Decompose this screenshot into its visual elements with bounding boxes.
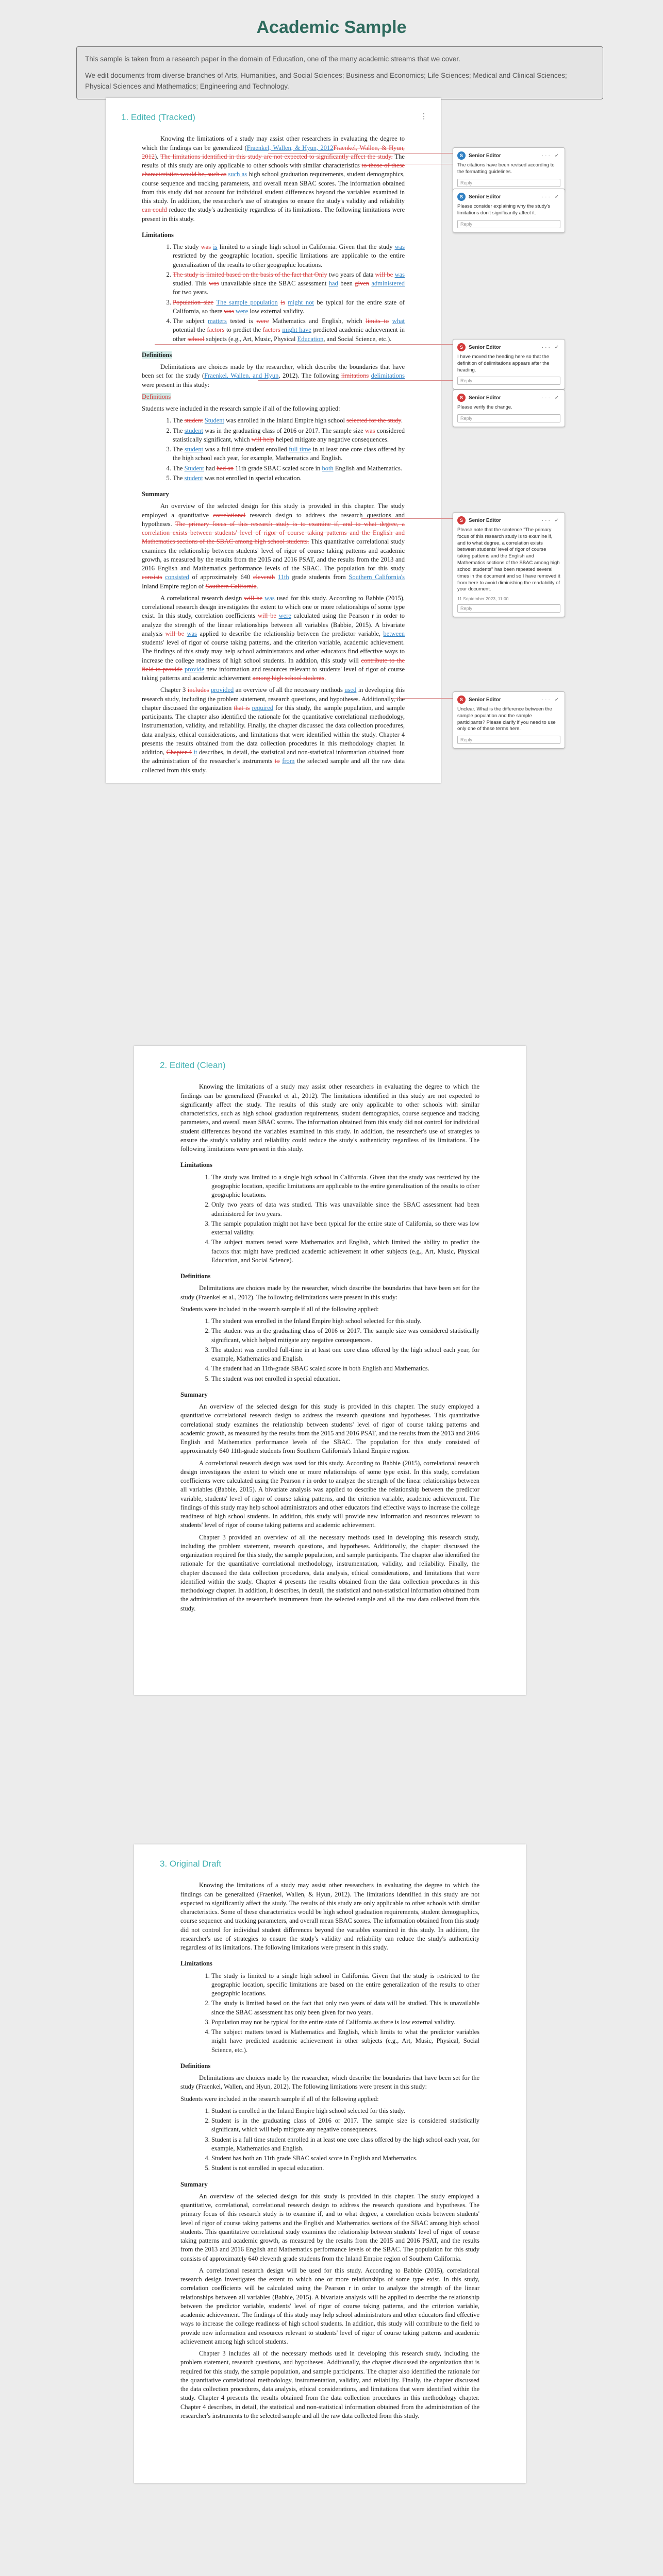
list-item: 4. The subject matters tested is Mathematics and English, which limits to what the predictor variables might have predicted academic achievement in other subjects (e.g., Art, Music, Physical, Social Science, etc.). xyxy=(211,2028,479,2055)
avatar: S xyxy=(457,516,466,524)
delimitations-paragraph: Delimitations are choices made by the researcher, which describe the boundaries that have been set for the study (Fraenkel, Wallen, and Hyun, 2012). The following limitations were present in this study: xyxy=(180,2074,479,2091)
list-item: 5. Student is not enrolled in special education. xyxy=(211,2164,479,2173)
comment-text: I have moved the heading here so that the definition of delimitations appears after the heading. xyxy=(457,354,550,373)
comment-author: Senior Editor xyxy=(469,697,501,703)
definitions-deleted-heading: Definitions xyxy=(142,393,171,400)
comment-actions-icon[interactable]: ··· ✓ xyxy=(541,697,560,703)
intro-box xyxy=(76,46,603,99)
avatar: S xyxy=(457,151,466,160)
list-item: 1. The study is limited to a single high school in California. Given that the study is restricted to the geographic location, specific limitations are based on the entire generalization of the results to other geographic locations. xyxy=(211,1972,479,1998)
original-intro-paragraph: Knowing the limitations of a study may assist other researchers in evaluating the degree to which the findings can be generalized (Fraenkel, Wallen, & Hyun, 2012). The limitations identified in this study are not expected to significantly affect the study. The results of this study are only applicable to other schools with similar characteristics. Some of these characteristics would be high school graduation requirements, student demographics, course sequence and tracking parameters, and overall mean SBAC scores. The information obtained from this study did not control for individual student differences beyond the variables examined in this study. In addition, the researcher's use of strategies to ensure the study's validity and reliability can reduce the study's authenticity regardless of its limitations. The following limitations were present in this study. xyxy=(180,1882,479,1952)
original-heading: 3. Original Draft xyxy=(160,1859,222,1869)
reply-input[interactable]: Reply xyxy=(457,220,560,228)
reply-input[interactable]: Reply xyxy=(457,604,560,613)
comment-connector xyxy=(258,380,453,381)
list-item: 2. The study is limited based on the basis of the fact that Only two years of data will be was studied. This was unavailable since the SBAC assessment had been given administered for two years. xyxy=(173,270,405,297)
summary-paragraph-2: A correlational research design will be used for this study. According to Babbie (2015), correlational research design investigates the extent to which one or more relationships of some type exist. In this study, correlation coefficients will be calculated using the Pearson r in order to analyze the strength of the linear relationships between all variables (Babbie, 2015). A bivariate analysis will be applied to describe the relationship between the predictor variable, students' level of rigor of course taking patterns, and the criterion variable, academic achievement. The findings of this study may help school administrators and other educators find effective ways to increase the college readiness of high school students. In addition, this study will contribute to the field to provide new information and resources relevant to students' level of rigor of course taking patterns and academic achievement among high school students. xyxy=(180,2266,479,2345)
list-item: 4. The student had an 11th-grade SBAC scaled score in both English and Mathematics. xyxy=(211,1364,479,1373)
list-item: 2. The student was in the graduating class of 2016 or 2017. The sample size was considered statistically significant, which will help helped mitigate any negative consequences. xyxy=(173,427,405,445)
limitations-list xyxy=(142,243,405,344)
comment-text: Please verify the change. xyxy=(457,404,512,410)
clean-intro-paragraph: Knowing the limitations of a study may assist other researchers in evaluating the degree to which the findings can be generalized (Fraenkel et al., 2012). The limitations identified in this study are not expected to significantly affect the study. The results of this study are only applicable to other schools with similar characteristics, such as high school graduation requirements, student demographics, course sequence and tracking parameters, and overall mean SBAC scores. The information obtained from this study did not control for individual student differences beyond the variables examined in this study. In addition, the researcher's use of strategies to ensure the study's validity and reliability could reduce the study's authenticity regardless of its limitations. The following limitations were present in this study. xyxy=(180,1083,479,1153)
summary-heading: Summary xyxy=(180,2180,208,2188)
definitions-heading: Definitions xyxy=(142,351,172,359)
list-item: 4. The subject matters tested is were Mathematics and English, which limits to what potential the factors to predict the factors might have predicted academic achievement in other school subjects (e.g., Art, Music, Physical Education, and Social Science, etc.). xyxy=(173,317,405,344)
list-item: 3. Population may not be typical for the entire state of California as there is low external validity. xyxy=(211,2018,479,2027)
definitions-list xyxy=(180,2107,479,2173)
summary-paragraph-1: An overview of the selected design for this study is provided in this chapter. The study employed a quantitative, correlational, correlational research design to address the research questions and hypotheses. The primary focus of this research study is to examine if, and to what degree, a correlation exists between students' level of rigor of course taking patterns and the English and Mathematics sections of the SBAC among high school students. This quantitative correlational study examines the relationship between students' level of rigor of course taking patterns and academic growth, as measured by the results from the 2015 and 2016 PSAT, and the results from the 2013 and 2016 English and Mathematics performance levels of the SBAC. The population for this study consists of approximately 640 eleventh grade students from the Inland Empire region of Southern California. xyxy=(180,2192,479,2262)
list-item: 1. The study was is limited to a single high school in California. Given that the study was restricted by the geographic location, specific limitations are applicable to the entire generalization of the results to other geographic locations. xyxy=(173,243,405,269)
reply-input[interactable]: Reply xyxy=(457,736,560,744)
comment-text: Unclear. What is the difference between the sample population and the sample participants? Please clarify if you need to use only one of these terms here. xyxy=(457,706,556,732)
list-item: 4. Student has both an 11th grade SBAC scaled score in English and Mathematics. xyxy=(211,2154,479,2163)
comment-card xyxy=(453,512,565,617)
tracked-sheet xyxy=(106,98,441,783)
comment-connector xyxy=(392,698,453,699)
comment-text: Please consider explaining why the study's limitations don't significantly affect it. xyxy=(457,204,551,216)
intro-text-1: This sample is taken from a research paper in the domain of Education, one of the many academic streams that we cover. xyxy=(85,55,460,63)
avatar: S xyxy=(457,394,466,402)
reply-input[interactable]: Reply xyxy=(457,179,560,187)
list-item: 3. The sample population might not have been typical for the entire state of California, so there was low external validity. xyxy=(211,1219,479,1238)
avatar: S xyxy=(457,193,466,201)
comment-author: Senior Editor xyxy=(469,152,501,159)
comment-actions-icon[interactable]: ··· ✓ xyxy=(541,344,560,350)
summary-heading: Summary xyxy=(142,490,169,498)
summary-paragraph-3: Chapter 3 provided an overview of all the necessary methods used in developing this research study, including the problem statement, research questions, and hypotheses. Additionally, the chapter discussed the organization required for this study, the sample population, and sample participants. The chapter also identified the rationale for the quantitative correlational methodology, instrumentation, validity, and reliability. Finally, the chapter discussed the data collection procedures, data analysis, ethical considerations, and limitations that were identified within the study. Chapter 4 presents the results obtained from the data collection procedures in this methodology chapter. In addition, it describes, in detail, the statistical and non-statistical information obtained from the administration of the researcher's instruments from the selected sample and all the raw data collected from this study. xyxy=(180,1533,479,1612)
comment-author: Senior Editor xyxy=(469,344,501,350)
comment-actions-icon[interactable]: ··· ✓ xyxy=(541,517,560,523)
comment-connector xyxy=(268,153,453,154)
limitations-heading: Limitations xyxy=(142,231,174,239)
comment-actions-icon[interactable]: ··· ✓ xyxy=(541,152,560,159)
limitations-list xyxy=(180,1972,479,2055)
list-item: 5. The student was not enrolled in special education. xyxy=(173,474,405,483)
summary-paragraph-2: A correlational research design was used for this study. According to Babbie (2015), correlational research design investigates the extent to which one or more relationships of some type exist. In this study, correlation coefficients were calculated using the Pearson r in order to analyze the strength of the linear relationships between all variables (Babbie, 2015). A bivariate analysis was applied to describe the relationship between the predictor variable, students' level of rigor of course taking patterns, and the criterion variable, academic achievement. The findings of this study may help school administrators and other educators find effective ways to increase the college readiness of high school students. In addition, this study will provide new information and resources relevant to students' level of rigor of course taking patterns and academic achievement. xyxy=(180,1459,479,1529)
comment-actions-icon[interactable]: ··· ✓ xyxy=(541,395,560,401)
avatar: S xyxy=(457,343,466,351)
delimitations-paragraph: Delimitations are choices made by the researcher, which describe the boundaries that have been set for the study (Fraenkel et al., 2012). The following delimitations were present in this study: xyxy=(180,1284,479,1301)
clean-sheet xyxy=(134,1046,526,1695)
list-item: 3. The student was a full time student enrolled full time in at least one core class offered by the high school each year, for example, Mathematics and English. xyxy=(173,445,405,463)
list-item: 4. The Student had had an 11th grade SBAC scaled score in both English and Mathematics. xyxy=(173,464,405,473)
comment-text: Please note that the sentence "The primary focus of this research study is to examine if, and to what degree, a correlation exists between students' level of rigor of course taking patterns and the English and Mathematics sections of the SBAC among high school students" has been repeated several times in the document and so I have removed it from here to avoid diminishing the readability of your document. xyxy=(457,527,560,592)
limitations-heading: Limitations xyxy=(180,1960,212,1968)
summary-paragraph-1: An overview of the selected design for this study is provided in this chapter. The study employed a quantitative correlational research design to address the research questions and hypotheses. This quantitative correlational study examines the relationship between students' level of rigor of course taking patterns and academic growth, as measured by the results from the 2015 and 2016 PSAT, and the results from the 2013 and 2016 English and Mathematics performance levels of the SBAC. The population for this study consisted of approximately 640 11th-grade students from Southern California's Inland Empire region. xyxy=(180,1403,479,1455)
summary-paragraph-3: Chapter 3 includes all of the necessary methods used in developing this research study, including the problem statement, research questions, and hypotheses. Additionally, the chapter discussed the organization that is required for this study, the sample population, and sample participants. The chapter also identified the rationale for the quantitative correlational methodology, instrumentation, validity, and reliability. Finally, the chapter discussed the data collection procedures, data analysis, ethical considerations, and limitations that were identified within the study. Chapter 4 presents the results obtained from the data collection procedures in this methodology chapter. Chapter 4 describes, in detail, the statistical and non-statistical information obtained from the administration of the researcher's instruments to the selected sample and all the raw data collected from this study. xyxy=(180,2350,479,2419)
comment-card xyxy=(453,189,565,233)
comment-connector xyxy=(361,518,453,519)
limitations-list xyxy=(180,1173,479,1265)
comment-author: Senior Editor xyxy=(469,517,501,523)
avatar: S xyxy=(457,696,466,704)
tracked-intro-paragraph: Knowing the limitations of a study may assist other researchers in evaluating the degree to which the findings can be generalized (Fraenkel, Wallen, & Hyun, 2012Fraenkel, Wallen, & Hyun, 2012). The limitations identified in this study are not expected to significantly affect the study. The results of this study are only applicable to other schools with similar characteristics to those of these characteristics would be, such as such as high school graduation requirements, student demographics, course sequence and tracking parameters, and overall mean SBAC scores. The information obtained from this study did not account for individual student differences beyond the variables examined in this study. In addition, the researcher's use of strategies to ensure the study's validity and reliability can could reduce the study's authenticity regardless of its limitations. The following limitations were present in this study. xyxy=(142,135,405,223)
tracked-heading: 1. Edited (Tracked) xyxy=(121,112,195,122)
definitions-intro: Students were included in the research sample if all of the following applied: xyxy=(180,1305,379,1313)
definitions-intro: Students were included in the research sample if all of the following applied: xyxy=(142,405,340,413)
summary-paragraph-2: A correlational research design will be was used for this study. According to Babbie (2015), correlational research design investigates the extent to which one or more relationships of some type exist. In this study, correlation coefficients will be were calculated using the Pearson r in order to analyze the strength of the linear relationships between all variables (Babbie, 2015). A bivariate analysis will be was applied to describe the relationship between the predictor variable, between students' level of rigor of course taking patterns, and the criterion variable, academic achievement. The findings of this study may help school administrators and other educators find effective ways to increase the college readiness of high school students. In addition, this study will contribute to the field to provide provide new information and resources relevant to students' level of rigor of course taking patterns and academic achievement among high school students. xyxy=(142,594,405,682)
list-item: 3. Population size The sample population is might not be typical for the entire state of California, so there was were low external validity. xyxy=(173,298,405,316)
definitions-heading: Definitions xyxy=(180,1273,211,1280)
list-item: 1. The student Student was enrolled in the Inland Empire high school selected for the study. xyxy=(173,416,405,425)
list-item: 2. The student was in the graduating class of 2016 or 2017. The sample size was considered statistically significant, which helped mitigate any negative consequences. xyxy=(211,1327,479,1345)
comment-card xyxy=(453,147,565,192)
definitions-list xyxy=(142,416,405,483)
clean-heading: 2. Edited (Clean) xyxy=(160,1060,226,1070)
list-item: 2. Student is in the graduating class of 2016 or 2017. The sample size is considered statistically significant, which will help mitigate any negative consequences. xyxy=(211,2116,479,2134)
reply-input[interactable]: Reply xyxy=(457,377,560,385)
comment-author: Senior Editor xyxy=(469,395,501,401)
list-item: 3. The student was enrolled full-time in at least one core class offered by the high school each year, for example, Mathematics and English. xyxy=(211,1346,479,1364)
summary-heading: Summary xyxy=(180,1391,208,1398)
list-item: 4. The subject matters tested were Mathematics and English, which limited the ability to predict the factors that might have predicted academic achievement in other subjects (e.g., Art, Music, Physical Education, and Social Science). xyxy=(211,1238,479,1265)
list-item: 1. Student is enrolled in the Inland Empire high school selected for this study. xyxy=(211,2107,479,2115)
list-item: 5. The student was not enrolled in special education. xyxy=(211,1375,479,1383)
intro-text-2: We edit documents from diverse branches of Arts, Humanities, and Social Sciences; Business and Economics; Life Sciences; Medical and Clinical Sciences; Physical Sciences and Mathematics; Engineering and Technology. xyxy=(85,72,567,90)
definitions-list xyxy=(180,1317,479,1383)
comment-card xyxy=(453,339,565,389)
summary-paragraph-3: Chapter 3 includes provided an overview of all the necessary methods used in developing this research study, including the problem statement, research questions, and hypotheses. Additionally, the chapter discussed the organization that is required for this study, the sample population, and sample participants. The chapter also identified the rationale for the quantitative correlational methodology, instrumentation, validity, and reliability. Finally, the chapter discussed the data collection procedures, data analysis, ethical considerations, and limitations that were identified within the study. Chapter 4 presents the results obtained from the data collection procedures in this methodology chapter. In addition, Chapter 4 it describes, in detail, the statistical and non-statistical information obtained from the administration of the researcher's instruments to from the selected sample and all the raw data collected from this study. xyxy=(142,686,405,774)
delimitations-paragraph: Delimitations are choices made by the researcher, which describe the boundaries that have been set for the study (Fraenkel, Wallen, and Hyun, 2012). The following limitations delimitations were present in this study: xyxy=(142,363,405,388)
definitions-intro: Students were included in the research sample if all of the following applied: xyxy=(180,2095,379,2103)
definitions-heading: Definitions xyxy=(180,2062,211,2070)
list-item: 2. The study is limited based on the fact that only two years of data will be studied. This is unavailable since the SBAC assessment has only been given for two years. xyxy=(211,1999,479,2017)
comment-actions-icon[interactable]: ··· ✓ xyxy=(541,194,560,200)
comment-author: Senior Editor xyxy=(469,194,501,200)
list-item: 3. Student is a full time student enrolled in at least one core class offered by the high school each year, for example, Mathematics and English. xyxy=(211,2136,479,2154)
summary-paragraph-1: An overview of the selected design for this study is provided in this chapter. The study employed a quantitative correlational research design to address the research questions and hypotheses. The primary focus of this research study is to examine if, and to what degree, a correlation exists between students' level of rigor of course taking patterns and the English and Mathematics sections of the SBAC among high school students. This quantitative correlational study examines the relationship between students' level of rigor of course taking patterns and academic growth, as measured by the results from the 2015 and 2016 PSAT, and the results from the 2013 and 2016 English and Mathematics performance levels of the SBAC. The population for this study consists consisted of approximately 640 eleventh 11th grade students from Southern California's Inland Empire region of Southern California. xyxy=(142,502,405,590)
comment-text: The citations have been revised according to the formatting guidelines. xyxy=(457,162,555,175)
comment-connector xyxy=(155,344,453,345)
reply-input[interactable]: Reply xyxy=(457,414,560,422)
original-sheet xyxy=(134,1844,526,2483)
list-item: 2. Only two years of data was studied. This was unavailable since the SBAC assessment had been administered for two years. xyxy=(211,1200,479,1218)
more-options-icon[interactable]: ⋮ xyxy=(420,112,427,120)
list-item: 1. The study was limited to a single high school in California. Given that the study was restricted by the geographic location, specific limitations are applicable to the entire generalization of the results to other geographic locations. xyxy=(211,1173,479,1200)
limitations-heading: Limitations xyxy=(180,1161,212,1169)
comment-timestamp: 11 September 2023, 11:00 xyxy=(457,596,509,602)
comment-card xyxy=(453,389,565,427)
comment-card xyxy=(453,691,565,749)
list-item: 1. The student was enrolled in the Inland Empire high school selected for this study. xyxy=(211,1317,479,1326)
page-title: Academic Sample xyxy=(256,18,407,37)
